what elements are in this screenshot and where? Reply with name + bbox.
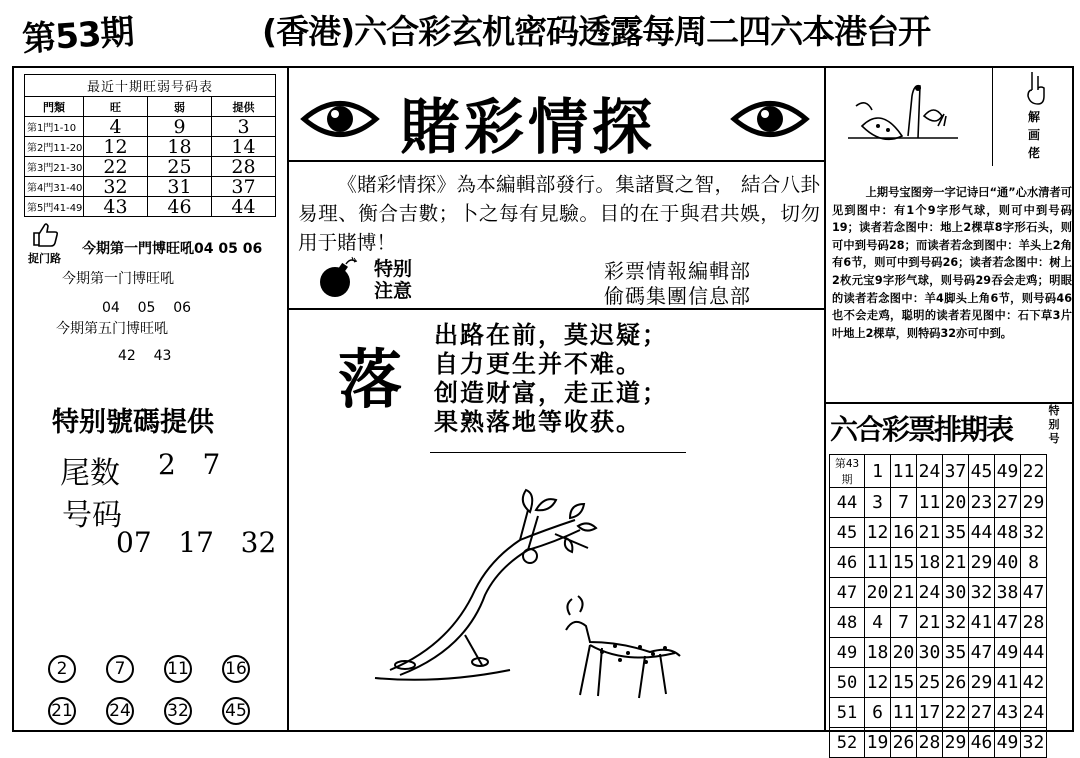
schedule-number: 11 bbox=[891, 698, 917, 728]
brand-title: 賭彩情探 bbox=[400, 93, 656, 163]
schedule-number: 47 bbox=[969, 638, 995, 668]
schedule-special-label: 特别号 bbox=[1048, 404, 1060, 445]
schedule-number: 23 bbox=[969, 488, 995, 518]
table-cell: 25 bbox=[148, 157, 212, 177]
schedule-special-number: 47 bbox=[1021, 578, 1047, 608]
notice-label-1: 特别 bbox=[374, 258, 413, 280]
number-circle: 24 bbox=[106, 697, 134, 725]
col-header: 門類 bbox=[25, 97, 84, 117]
table-cell: 4 bbox=[84, 117, 148, 137]
table-cell: 31 bbox=[148, 177, 212, 197]
table-cell: 18 bbox=[148, 137, 212, 157]
page-headline: (香港)六合彩玄机密码透露每周二四六本港台开 bbox=[262, 12, 931, 51]
schedule-number: 11 bbox=[891, 455, 917, 488]
schedule-issue: 44 bbox=[830, 488, 865, 518]
schedule-number: 7 bbox=[891, 608, 917, 638]
schedule-number: 15 bbox=[891, 668, 917, 698]
schedule-number: 40 bbox=[995, 548, 1021, 578]
big-character: 落 bbox=[338, 344, 402, 418]
schedule-number: 11 bbox=[865, 548, 891, 578]
poem-line: 创造财富，走正道； bbox=[434, 378, 668, 407]
row-label: 第1門1-10 bbox=[25, 117, 84, 137]
hint-line-1: 今期第一門博旺吼04 05 06 bbox=[82, 241, 263, 257]
schedule-number: 17 bbox=[917, 698, 943, 728]
number-circle: 32 bbox=[164, 697, 192, 725]
eye-icon-right bbox=[730, 94, 810, 144]
draw-schedule-table bbox=[829, 454, 1047, 758]
schedule-number: 24 bbox=[917, 578, 943, 608]
hint-label: 捉门路 bbox=[28, 252, 61, 265]
table-cell: 43 bbox=[84, 197, 148, 217]
schedule-number: 21 bbox=[891, 578, 917, 608]
schedule-issue: 46 bbox=[830, 548, 865, 578]
schedule-row bbox=[830, 548, 1047, 578]
schedule-number: 49 bbox=[995, 455, 1021, 488]
schedule-special-number: 42 bbox=[1021, 668, 1047, 698]
bomb-icon bbox=[316, 256, 360, 300]
number-circle: 21 bbox=[48, 697, 76, 725]
schedule-number: 41 bbox=[969, 608, 995, 638]
schedule-number: 3 bbox=[865, 488, 891, 518]
schedule-special-number: 24 bbox=[1021, 698, 1047, 728]
schedule-number: 41 bbox=[995, 668, 1021, 698]
schedule-number: 29 bbox=[969, 548, 995, 578]
tree-deer-illustration bbox=[370, 470, 700, 720]
schedule-issue: 49 bbox=[830, 638, 865, 668]
table-cell: 14 bbox=[212, 137, 276, 157]
schedule-number: 45 bbox=[969, 455, 995, 488]
table-row bbox=[25, 177, 276, 197]
schedule-number: 24 bbox=[917, 455, 943, 488]
schedule-number: 27 bbox=[995, 488, 1021, 518]
eye-icon-left bbox=[300, 94, 380, 144]
schedule-number: 19 bbox=[865, 728, 891, 758]
schedule-special-number: 8 bbox=[1021, 548, 1047, 578]
number-circle: 11 bbox=[164, 655, 192, 683]
schedule-special-number: 28 bbox=[1021, 608, 1047, 638]
schedule-number: 26 bbox=[891, 728, 917, 758]
schedule-special-number: 29 bbox=[1021, 488, 1047, 518]
schedule-row bbox=[830, 518, 1047, 548]
number-label: 号码 bbox=[62, 498, 122, 533]
poem-line: 果熟落地等收获。 bbox=[434, 407, 642, 436]
schedule-title: 六合彩票排期表 bbox=[830, 413, 1013, 446]
col-header: 旺 bbox=[84, 97, 148, 117]
schedule-number: 21 bbox=[917, 518, 943, 548]
schedule-number: 37 bbox=[943, 455, 969, 488]
number-circle: 45 bbox=[222, 697, 250, 725]
org-line-1: 彩票情報編輯部 bbox=[604, 259, 751, 283]
pointing-hand-icon bbox=[1024, 70, 1048, 106]
schedule-special-number: 44 bbox=[1021, 638, 1047, 668]
table-cell: 32 bbox=[84, 177, 148, 197]
row-label: 第5門41-49 bbox=[25, 197, 84, 217]
issue-number: 第53期 bbox=[20, 12, 135, 60]
schedule-number: 6 bbox=[865, 698, 891, 728]
schedule-row bbox=[830, 668, 1047, 698]
table-cell: 22 bbox=[84, 157, 148, 177]
schedule-number: 29 bbox=[969, 668, 995, 698]
schedule-number: 7 bbox=[891, 488, 917, 518]
table-cell: 9 bbox=[148, 117, 212, 137]
schedule-number: 35 bbox=[943, 518, 969, 548]
hint-line-4: 今期第五门博旺吼 bbox=[56, 321, 168, 337]
schedule-row bbox=[830, 728, 1047, 758]
schedule-issue: 第43期 bbox=[830, 455, 865, 488]
table-row bbox=[25, 137, 276, 157]
number-circle: 7 bbox=[106, 655, 134, 683]
table-row bbox=[25, 197, 276, 217]
poem-line: 出路在前，莫迟疑； bbox=[434, 320, 668, 349]
table-row bbox=[25, 117, 276, 137]
picture-label: 解画佬 bbox=[1027, 110, 1040, 160]
col-header: 弱 bbox=[148, 97, 212, 117]
schedule-number: 35 bbox=[943, 638, 969, 668]
schedule-number: 4 bbox=[865, 608, 891, 638]
table-caption: 最近十期旺弱号码表 bbox=[24, 74, 276, 96]
schedule-issue: 48 bbox=[830, 608, 865, 638]
schedule-number: 18 bbox=[865, 638, 891, 668]
intro-text: 《賭彩情探》為本編輯部發行。集諸賢之智， 結合八卦易理、衡合吉數；卜之每有見驗。目的在于與君共娛，切勿用于賭博！ bbox=[298, 173, 820, 254]
schedule-number: 22 bbox=[943, 698, 969, 728]
schedule-number: 20 bbox=[891, 638, 917, 668]
schedule-number: 46 bbox=[969, 728, 995, 758]
row-label: 第4門31-40 bbox=[25, 177, 84, 197]
schedule-number: 25 bbox=[917, 668, 943, 698]
schedule-special-number: 32 bbox=[1021, 518, 1047, 548]
hint-line-3: 04 05 06 bbox=[102, 300, 192, 316]
table-cell: 46 bbox=[148, 197, 212, 217]
schedule-number: 11 bbox=[917, 488, 943, 518]
schedule-row bbox=[830, 608, 1047, 638]
schedule-number: 12 bbox=[865, 518, 891, 548]
schedule-row bbox=[830, 455, 1047, 488]
row-label: 第3門21-30 bbox=[25, 157, 84, 177]
schedule-issue: 45 bbox=[830, 518, 865, 548]
schedule-number: 15 bbox=[891, 548, 917, 578]
col-header: 提供 bbox=[212, 97, 276, 117]
org-line-2: 偷碼集團信息部 bbox=[604, 284, 751, 308]
right-divider bbox=[824, 66, 826, 732]
row-label: 第2門11-20 bbox=[25, 137, 84, 157]
schedule-special-number: 32 bbox=[1021, 728, 1047, 758]
schedule-number: 21 bbox=[943, 548, 969, 578]
schedule-row bbox=[830, 488, 1047, 518]
table-cell: 44 bbox=[212, 197, 276, 217]
schedule-number: 47 bbox=[995, 608, 1021, 638]
schedule-number: 12 bbox=[865, 668, 891, 698]
schedule-row bbox=[830, 578, 1047, 608]
hot-cold-table bbox=[24, 74, 276, 217]
schedule-number: 30 bbox=[943, 578, 969, 608]
schedule-number: 28 bbox=[917, 728, 943, 758]
picture-box-divider bbox=[992, 66, 993, 166]
schedule-issue: 52 bbox=[830, 728, 865, 758]
notice-label-2: 注意 bbox=[374, 280, 413, 302]
schedule-number: 49 bbox=[995, 638, 1021, 668]
schedule-number: 21 bbox=[917, 608, 943, 638]
poem bbox=[434, 320, 668, 436]
tail-values: 2 7 bbox=[158, 448, 221, 481]
schedule-number: 16 bbox=[891, 518, 917, 548]
schedule-number: 27 bbox=[969, 698, 995, 728]
schedule-issue: 47 bbox=[830, 578, 865, 608]
thumbs-up-icon bbox=[30, 220, 60, 248]
riddle-picture bbox=[848, 76, 958, 156]
schedule-number: 49 bbox=[995, 728, 1021, 758]
table-cell: 37 bbox=[212, 177, 276, 197]
left-divider bbox=[287, 66, 289, 732]
number-values: 07 17 32 bbox=[116, 526, 277, 559]
number-circle: 16 bbox=[222, 655, 250, 683]
schedule-number: 18 bbox=[917, 548, 943, 578]
schedule-number: 29 bbox=[943, 728, 969, 758]
schedule-row bbox=[830, 638, 1047, 668]
hint-line-2: 今期第一门博旺吼 bbox=[62, 271, 174, 287]
schedule-number: 30 bbox=[917, 638, 943, 668]
poem-underline bbox=[430, 452, 686, 453]
riddle-text: 上期号宝图旁一字记诗曰“通”心水清者可见到图中：有1个9字形气球，则可中到号码19；读者若念图中：地上2棵草8字形石头，则可中到号码28；而读者若念到图中：羊头上2角有6节，则可中到号码26；读者若念图中：树上2枚元宝9字形气球，则号码29吞会走鸡；明眼的读者若念图中：羊4脚头上角6节，则号码46也不会走鸡，聪明的读者若见图中：石下草3片叶地上2棵草，则特码32亦可中到。 bbox=[832, 186, 1072, 340]
table-cell: 28 bbox=[212, 157, 276, 177]
special-title: 特别號碼提供 bbox=[52, 407, 214, 438]
number-circle: 2 bbox=[48, 655, 76, 683]
schedule-special-number: 22 bbox=[1021, 455, 1047, 488]
schedule-number: 38 bbox=[995, 578, 1021, 608]
schedule-number: 32 bbox=[943, 608, 969, 638]
table-cell: 12 bbox=[84, 137, 148, 157]
schedule-number: 20 bbox=[865, 578, 891, 608]
schedule-number: 1 bbox=[865, 455, 891, 488]
schedule-number: 43 bbox=[995, 698, 1021, 728]
right-divider-h bbox=[824, 402, 1074, 404]
hint-line-5: 42 43 bbox=[118, 348, 172, 364]
schedule-number: 48 bbox=[995, 518, 1021, 548]
schedule-row bbox=[830, 698, 1047, 728]
table-cell: 3 bbox=[212, 117, 276, 137]
schedule-issue: 50 bbox=[830, 668, 865, 698]
schedule-number: 32 bbox=[969, 578, 995, 608]
schedule-number: 44 bbox=[969, 518, 995, 548]
poem-line: 自力更生并不难。 bbox=[434, 349, 642, 378]
schedule-issue: 51 bbox=[830, 698, 865, 728]
schedule-number: 26 bbox=[943, 668, 969, 698]
table-row bbox=[25, 157, 276, 177]
tail-label: 尾数 bbox=[60, 456, 120, 491]
schedule-number: 20 bbox=[943, 488, 969, 518]
